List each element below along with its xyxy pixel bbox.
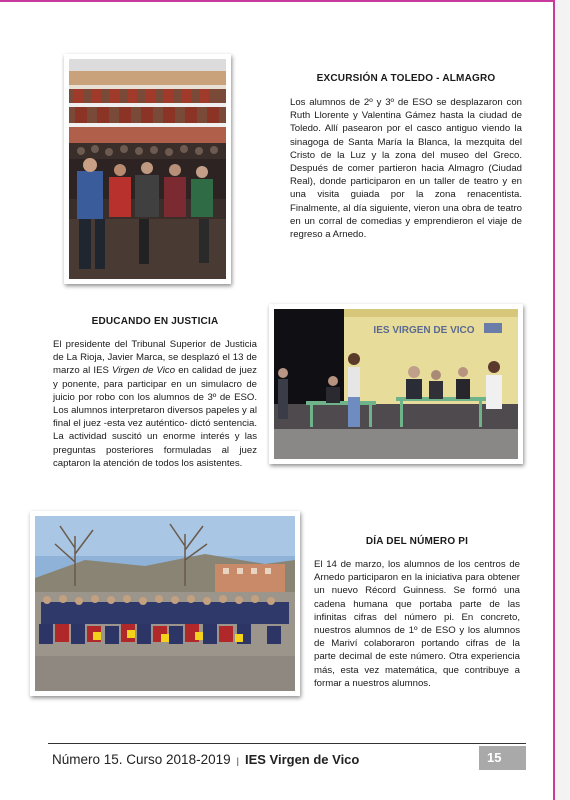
footer-school-name: IES Virgen de Vico [244,752,360,767]
justicia-photo [269,304,523,464]
footer-separator: | [236,756,239,766]
toledo-body: Los alumnos de 2º y 3º de ESO se desplazaron con Ruth Llorente y Valentina Gámez hasta la ciudad de Toledo. Allí pasearon por el casco antiguo viendo la sinagoga de Santa María la Blanca, la mezquita del Cristo de la Luz y la zona del museo del Greco. Después de comer partieron hacia Almagro (Ciudad Real), donde participaron en un taller de teatro y en una visita guiada por la zona renacentista. Finalmente, al día siguiente, vieron una obra de teatro en un corral de comedias y emprendieron el viaje de regreso a Arnedo. [290,97,522,241]
justicia-body [53,338,257,470]
toledo-photo [64,54,231,284]
footer [52,752,359,767]
footer-issue: Número 15. Curso 2018-2019 [52,752,231,767]
pi-photo [30,511,300,696]
footer-rule [48,743,526,744]
stage-banner-text: IES VIRGEN DE VICO [373,325,475,336]
justicia-title: EDUCANDO EN JUSTICIA [91,316,219,327]
page-number: 15 [479,746,526,770]
toledo-title: EXCURSIÓN A TOLEDO - ALMAGRO [316,73,496,84]
courtyard-theater-image [69,59,226,279]
justicia-body-intro: El presidente del Tribunal Superior de Justicia de La Rioja, Javier Marca, se desplazó el 13 de marzo al IES [53,339,257,377]
justicia-body-rest: en calidad de juez y ponente, para participar en un simulacro de juicio por robo con los alumnos de 3º de ESO. Los alumnos interpretaron diversos papeles y al final el juez -esta vez auténtico- dictó sentencia. La actividad suscitó un enorme interés y las preguntas posteriores formuladas al juez captaron la atención de todos los asistentes. [53,365,257,469]
pi-chain-image [35,516,295,691]
justicia-body-school: Virgen de Vico [112,365,176,377]
pi-title: DÍA DEL NÚMERO PI [365,536,469,547]
pi-body: El 14 de marzo, los alumnos de los centros de Arnedo participaron en la iniciativa para obtener un nuevo Récord Guinness. Se formó una cadena humana que portaba parte de las infinitas cifras del número pi. En concreto, nuestros alumnos de 1º de ESO y los alumnos de Mariví colaboraron portando cifras de la parte decimal de este número. Otra experiencia más, esta vez matemática, que contribuye a formar a nuestros alumnos. [314,559,520,689]
mock-trial-image [274,309,518,459]
